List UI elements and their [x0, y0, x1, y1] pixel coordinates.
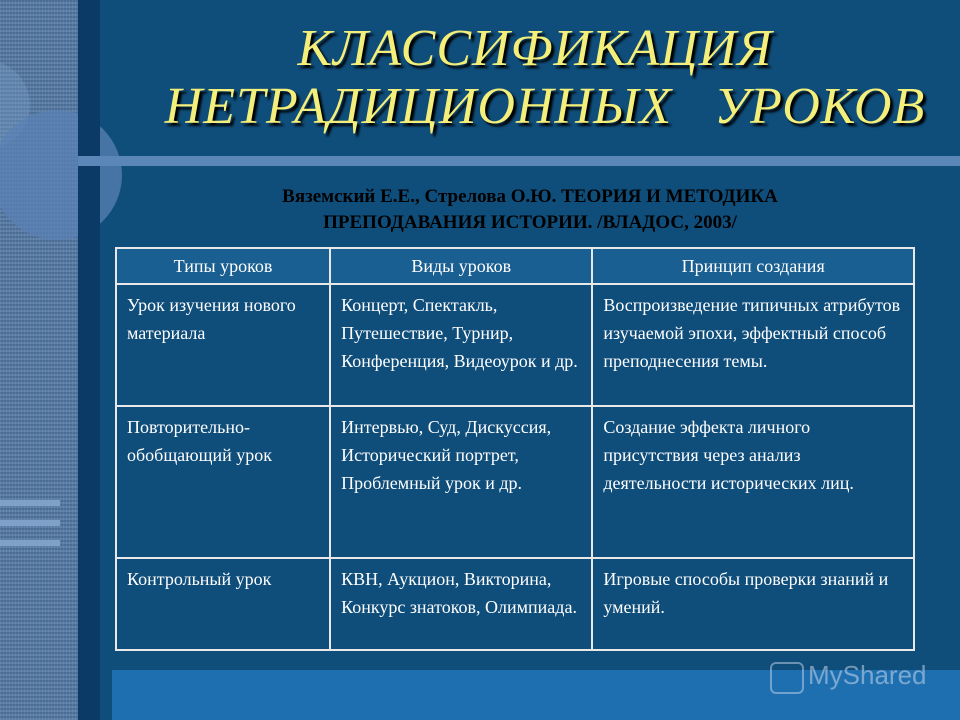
source-citation [120, 184, 940, 236]
cell-type: Повторительно-обобщающий урок [116, 406, 330, 558]
cell-principle: Игровые способы проверки знаний и умений. [592, 558, 914, 650]
header-lesson-kinds: Виды уроков [330, 248, 592, 284]
table-row [116, 284, 914, 406]
cell-type: Контрольный урок [116, 558, 330, 650]
dark-vertical-bar [78, 0, 100, 720]
decor-circle [0, 110, 122, 240]
title-line-2: НЕТРАДИЦИОННЫХ УРОКОВ [164, 78, 926, 135]
slide-title [110, 20, 960, 136]
cell-kinds: Концерт, Спектакль, Путешествие, Турнир, Конференция, Видеоурок и др. [330, 284, 592, 406]
cell-principle: Создание эффекта личного присутствия через анализ деятельности исторических лиц. [592, 406, 914, 558]
watermark-label: MyShared [808, 660, 927, 690]
citation-line-2: ПРЕПОДАВАНИЯ ИСТОРИИ. /ВЛАДОС, 2003/ [323, 212, 737, 233]
table-row [116, 558, 914, 650]
cell-kinds: КВН, Аукцион, Викторина, Конкурс знатоков, Олимпиада. [330, 558, 592, 650]
header-lesson-types: Типы уроков [116, 248, 330, 284]
watermark-text [808, 660, 927, 691]
title-divider [78, 156, 960, 166]
lesson-classification-table [115, 247, 915, 651]
table-row [116, 406, 914, 558]
header-principle: Принцип создания [592, 248, 914, 284]
cell-principle: Воспроизведение типичных атрибутов изучаемой эпохи, эффектный способ преподнесения темы. [592, 284, 914, 406]
cell-kinds: Интервью, Суд, Дискуссия, Исторический портрет, Проблемный урок и др. [330, 406, 592, 558]
cell-type: Урок изучения нового материала [116, 284, 330, 406]
citation-line-1: Вяземский Е.Е., Стрелова О.Ю. ТЕОРИЯ И МЕТОДИКА [282, 186, 778, 207]
watermark-icon [770, 662, 804, 694]
title-line-1: КЛАССИФИКАЦИЯ [297, 20, 773, 77]
table-header-row [116, 248, 914, 284]
decor-lines [0, 500, 60, 560]
